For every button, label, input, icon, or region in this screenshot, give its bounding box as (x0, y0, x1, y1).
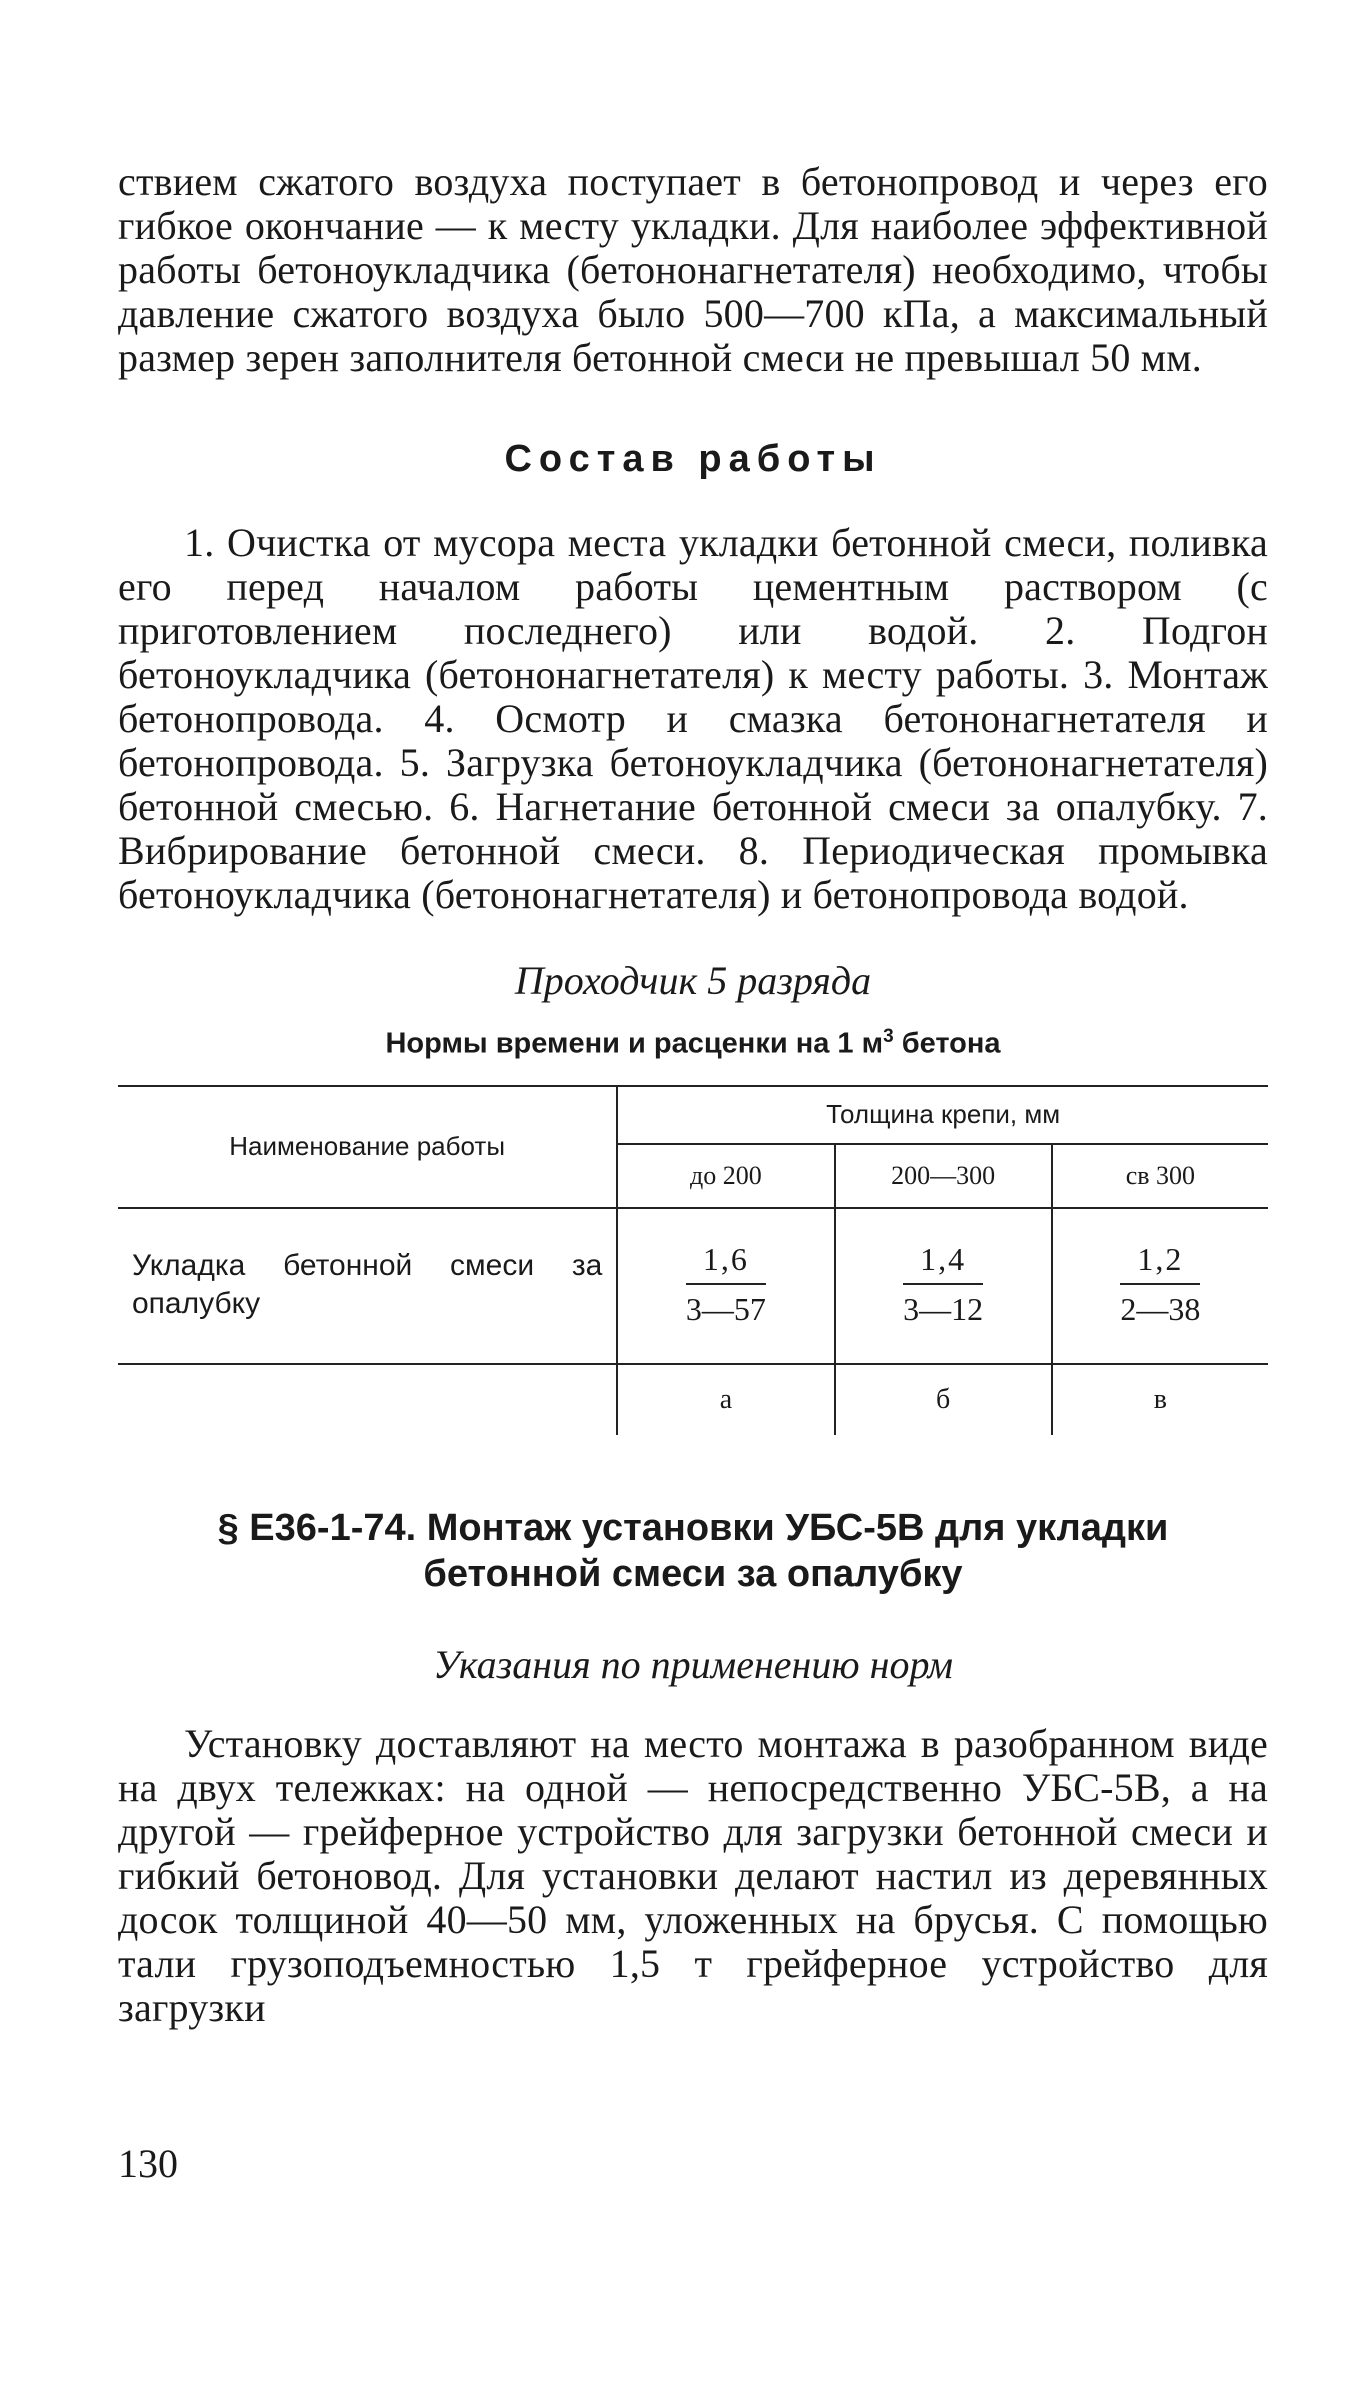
rate-value: 3—12 (903, 1290, 984, 1327)
page-number: 130 (118, 2141, 178, 2186)
section-subheading: Указания по применению норм (433, 1641, 953, 1687)
time-norm: 1,4 (903, 1239, 983, 1285)
column-header-200-300: 200—300 (835, 1144, 1052, 1208)
column-header-over-300: св 300 (1052, 1144, 1268, 1208)
column-letter-a: а (617, 1364, 834, 1435)
table-caption-text: Нормы времени и расценки на 1 м (385, 1027, 884, 1060)
work-composition-heading: Состав работы (504, 438, 882, 480)
time-norm: 1,2 (1120, 1239, 1200, 1285)
table-row (118, 1208, 1268, 1364)
work-name-header: Наименование работы (118, 1086, 617, 1208)
table-caption-suffix: бетона (893, 1027, 1001, 1060)
cell-value-a (617, 1208, 834, 1364)
norm-fraction (1120, 1239, 1200, 1329)
thickness-group-header: Толщина крепи, мм (617, 1086, 1268, 1144)
column-header-up-to-200: до 200 (617, 1144, 834, 1208)
table-caption (118, 1026, 1268, 1061)
rate-value: 3—57 (685, 1290, 766, 1327)
table-caption-superscript: 3 (883, 1026, 894, 1047)
norm-fraction (903, 1239, 983, 1329)
work-composition-text: 1. Очистка от мусора места укладки бетонной смеси, поливка его перед началом работы цементным раствором (с приготовлением последнего) или водой. 2. Подгон бетоноукладчика (бетононагнетателя) к месту работы. 3. Монтаж бетонопровода. 4. Осмотр и смазка бетононагнетателя и бетонопровода. 5. Загрузка бетоноукладчика (бетононагнетателя) бетонной смесью. 6. Нагнетание бетонной смеси за опалубку. 7. Вибрирование бетонной смеси. 8. Периодическая промывка бетоноукладчика (бетононагнетателя) и бетонопровода водой. (118, 520, 1268, 917)
section-title-line-1: § Е36-1-74. Монтаж установки УБС-5В для укладки (217, 1506, 1169, 1549)
cell-value-b (835, 1208, 1052, 1364)
column-letters-row (118, 1364, 1268, 1435)
rate-value: 2—38 (1120, 1290, 1201, 1327)
cell-value-c (1052, 1208, 1268, 1364)
row-work-name: Укладка бетонной смеси за опалубку (118, 1208, 617, 1364)
page-content (118, 160, 1268, 2030)
empty-letter-cell (118, 1364, 617, 1435)
column-letter-c: в (1052, 1364, 1268, 1435)
norms-table (118, 1085, 1268, 1435)
section-title-line-2: бетонной смеси за опалубку (423, 1552, 963, 1595)
time-norm: 1,6 (686, 1239, 766, 1285)
section-title (118, 1505, 1268, 1597)
norm-fraction (686, 1239, 766, 1329)
column-letter-b: б (835, 1364, 1052, 1435)
worker-grade-heading: Проходчик 5 разряда (514, 958, 872, 1003)
intro-paragraph: ствием сжатого воздуха поступает в бетонопровод и через его гибкое окончание — к месту укладки. Для наиболее эффективной работы бетоноукладчика (бетононагнетателя) необходимо, чтобы давление сжатого воздуха было 500—700 кПа, а максимальный размер зерен заполнителя бетонной смеси не превышал 50 мм. (118, 159, 1268, 380)
section-text: Установку доставляют на место монтажа в разобранном виде на двух тележках: на одной — непосредственно УБС-5В, а на другой — грейферное устройство для загрузки бетонной смеси и гибкий бетоновод. Для установки делают настил из деревянных досок толщиной 40—50 мм, уложенных на брусья. С помощью тали грузоподъемностью 1,5 т грейферное устройство для загрузки (118, 1720, 1268, 2030)
table-header-row (118, 1086, 1268, 1144)
